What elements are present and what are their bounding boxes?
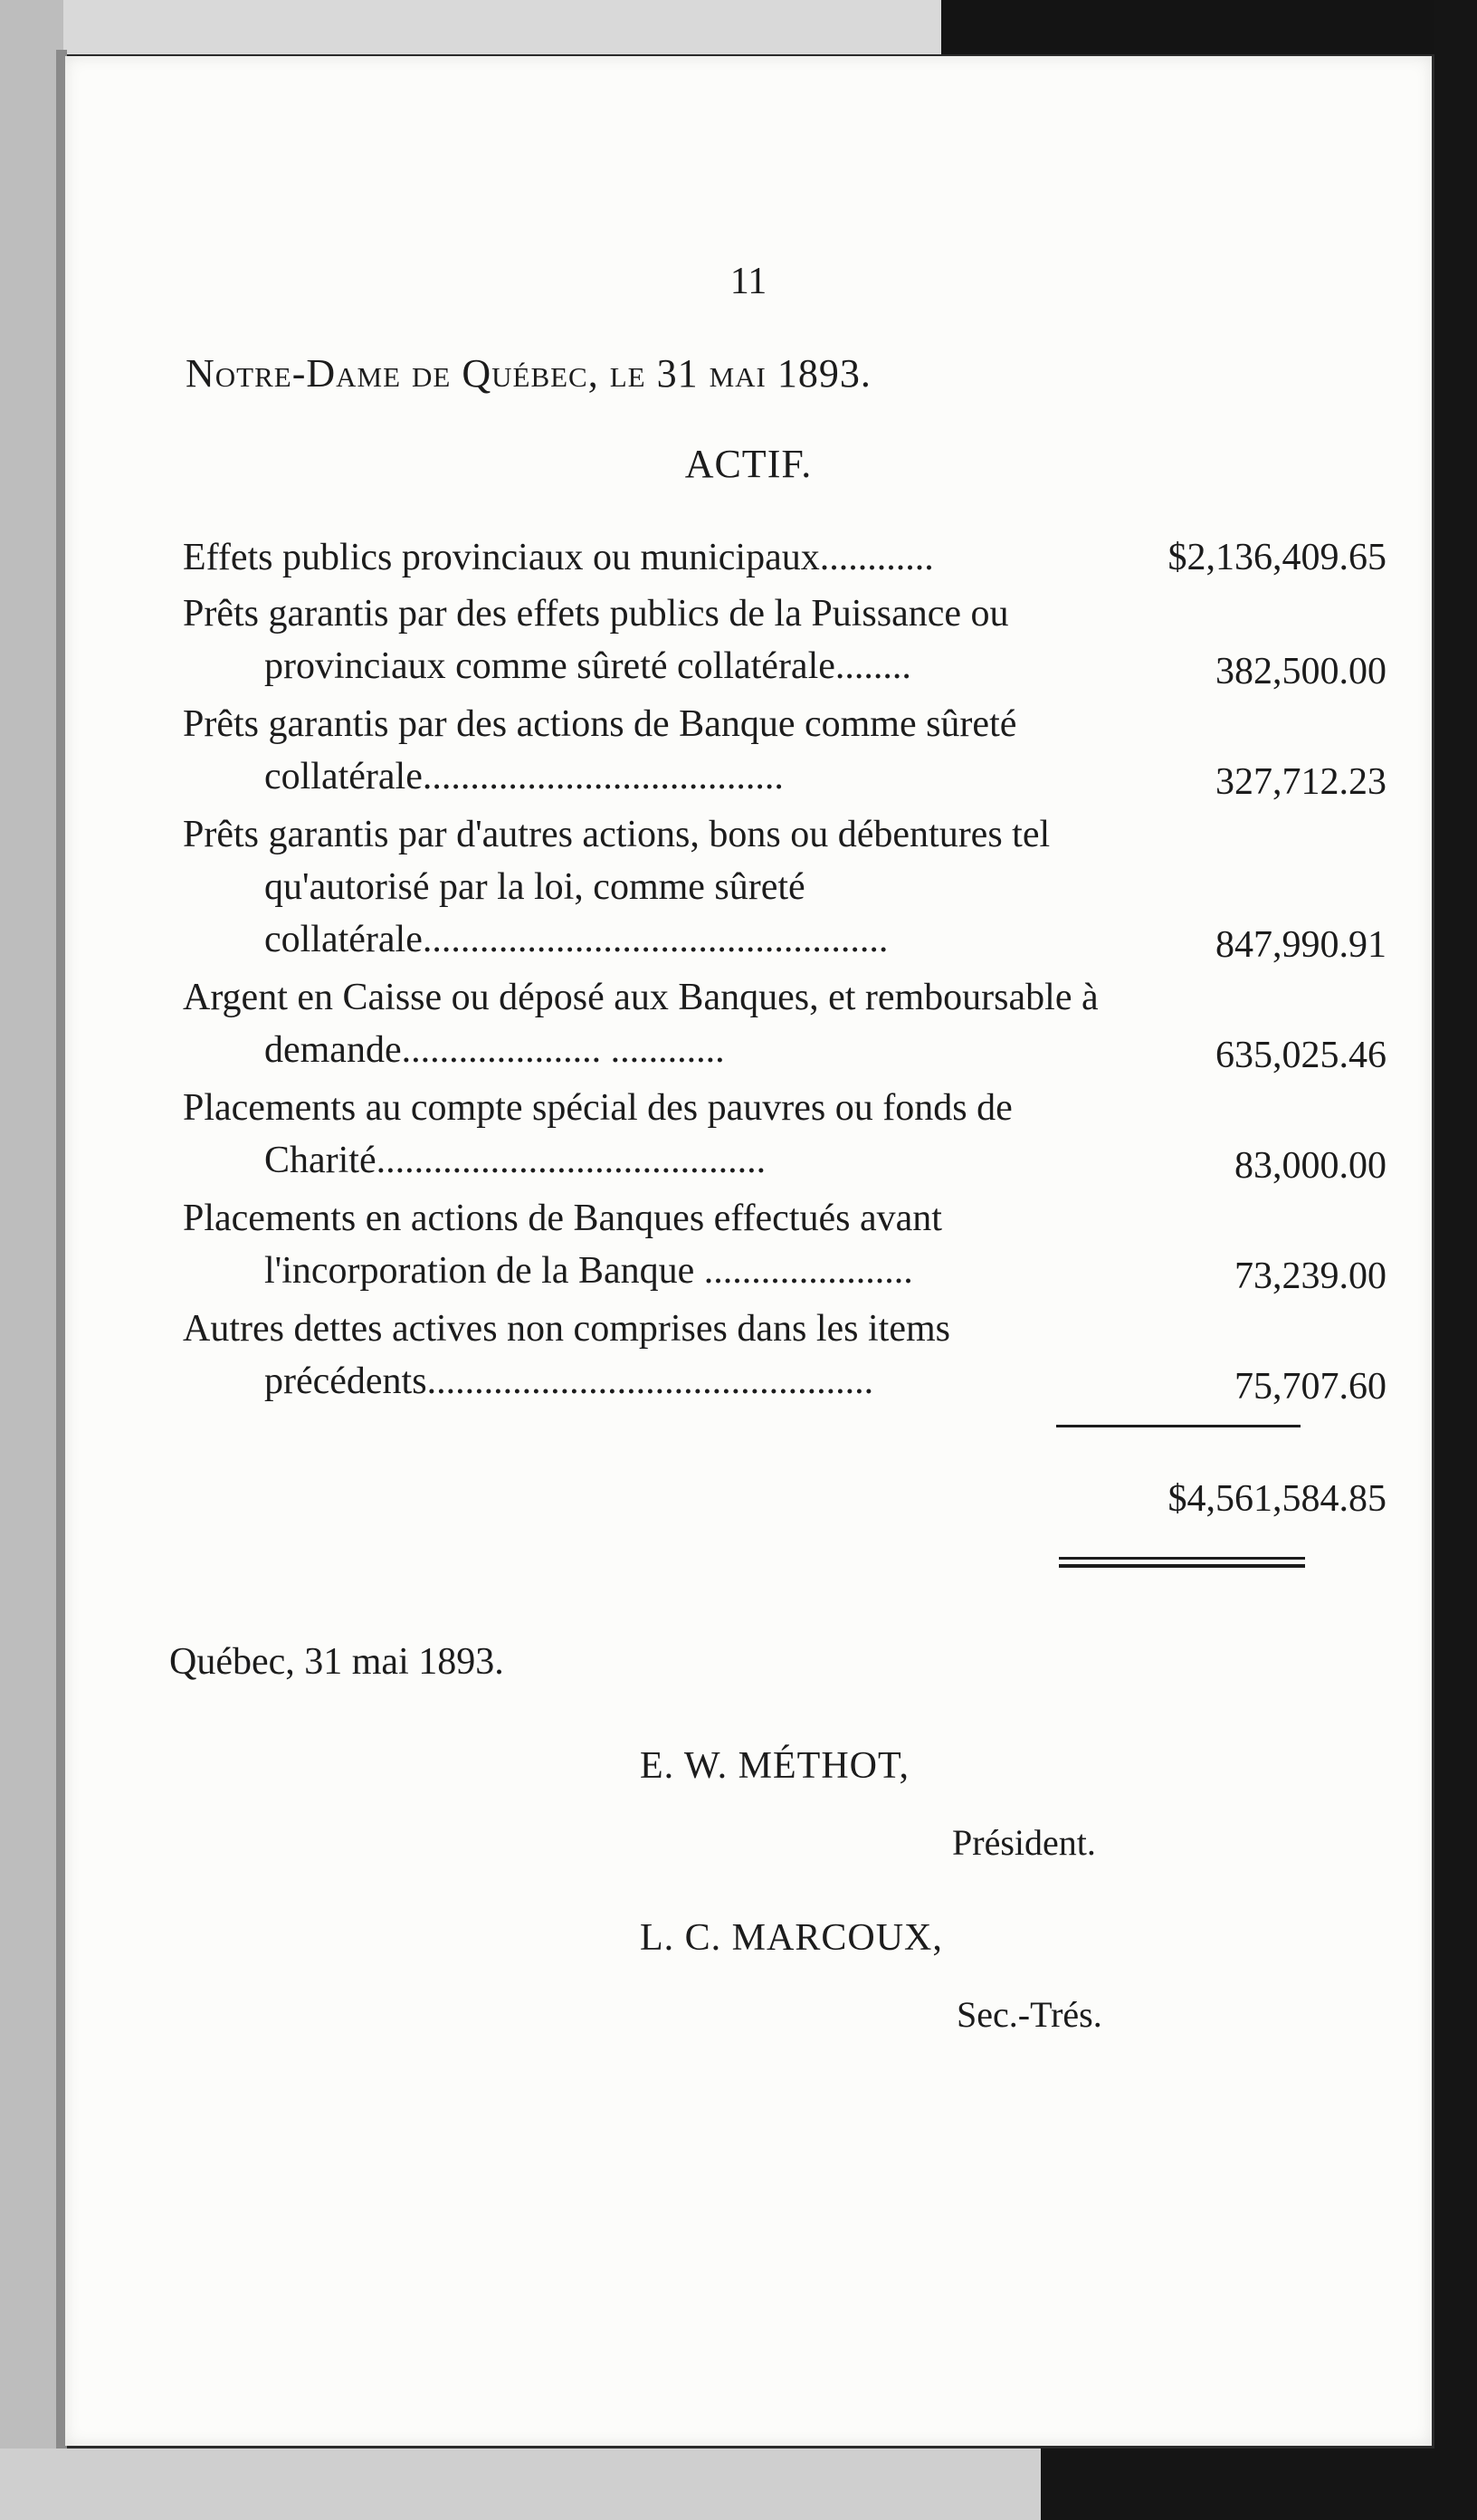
entry-amount: $2,136,409.65 [1167, 537, 1386, 578]
entry-description: Argent en Caisse ou déposé aux Banques, et remboursable à demande..................... ............ [183, 977, 1099, 1071]
scan-border-left [0, 0, 63, 2520]
entry-description: Autres dettes actives non comprises dans les items précédents............................................... [183, 1308, 950, 1402]
place-date: Québec, 31 mai 1893. [169, 1641, 504, 1683]
entry-description: Placements en actions de Banques effectués avant l'incorporation de la Banque ...................... [183, 1198, 942, 1292]
entry-description: Prêts garantis par des effets publics de la Puissance ou provinciaux comme sûreté collatérale........ [183, 593, 1009, 687]
asset-entry [183, 587, 1386, 692]
scan-border-right [1434, 0, 1477, 2520]
total-double-rule-top [1059, 1557, 1305, 1560]
signatory-title: Sec.-Trés. [957, 1994, 1102, 2035]
asset-entry [183, 808, 1386, 966]
dateline: Notre-Dame de Québec, le 31 mai 1893. [186, 351, 872, 396]
signatory-name: E. W. MÉTHOT, [640, 1745, 910, 1787]
document-page [65, 56, 1432, 2446]
asset-entry [183, 971, 1386, 1076]
entry-amount: 382,500.00 [1215, 651, 1386, 692]
asset-entry [183, 1303, 1386, 1408]
entry-amount: 635,025.46 [1215, 1035, 1386, 1076]
signatory-title: Président. [952, 1822, 1096, 1863]
entry-amount: 83,000.00 [1234, 1145, 1386, 1187]
signatory-name: L. C. MARCOUX, [640, 1917, 943, 1959]
entry-description: Prêts garantis par des actions de Banque comme sûreté collatérale...................................... [183, 703, 1017, 797]
scan-border-bottom-dark [1041, 2448, 1477, 2520]
asset-entry [183, 1082, 1386, 1187]
page-number: 11 [729, 261, 767, 302]
asset-entry [183, 698, 1386, 803]
entry-description: Effets publics provinciaux ou municipaux............ [183, 537, 934, 578]
asset-entries [183, 531, 1386, 1408]
total-amount: $4,561,584.85 [1167, 1478, 1386, 1520]
asset-entry [183, 531, 1386, 584]
subtotal-rule [1056, 1425, 1301, 1427]
entry-description: Placements au compte spécial des pauvres ou fonds de Charité......................................... [183, 1087, 1013, 1181]
entry-amount: 75,707.60 [1234, 1366, 1386, 1408]
entry-amount: 327,712.23 [1215, 761, 1386, 803]
asset-entry [183, 1192, 1386, 1297]
total-double-rule-bottom [1059, 1564, 1305, 1568]
entry-description: Prêts garantis par d'autres actions, bons ou débentures tel qu'autorisé par la loi, comme sûreté collatérale................................................. [183, 814, 1051, 960]
entry-amount: 847,990.91 [1215, 924, 1386, 966]
section-title: ACTIF. [684, 442, 813, 486]
scan-border-top-dark [941, 0, 1477, 54]
entry-amount: 73,239.00 [1234, 1255, 1386, 1297]
